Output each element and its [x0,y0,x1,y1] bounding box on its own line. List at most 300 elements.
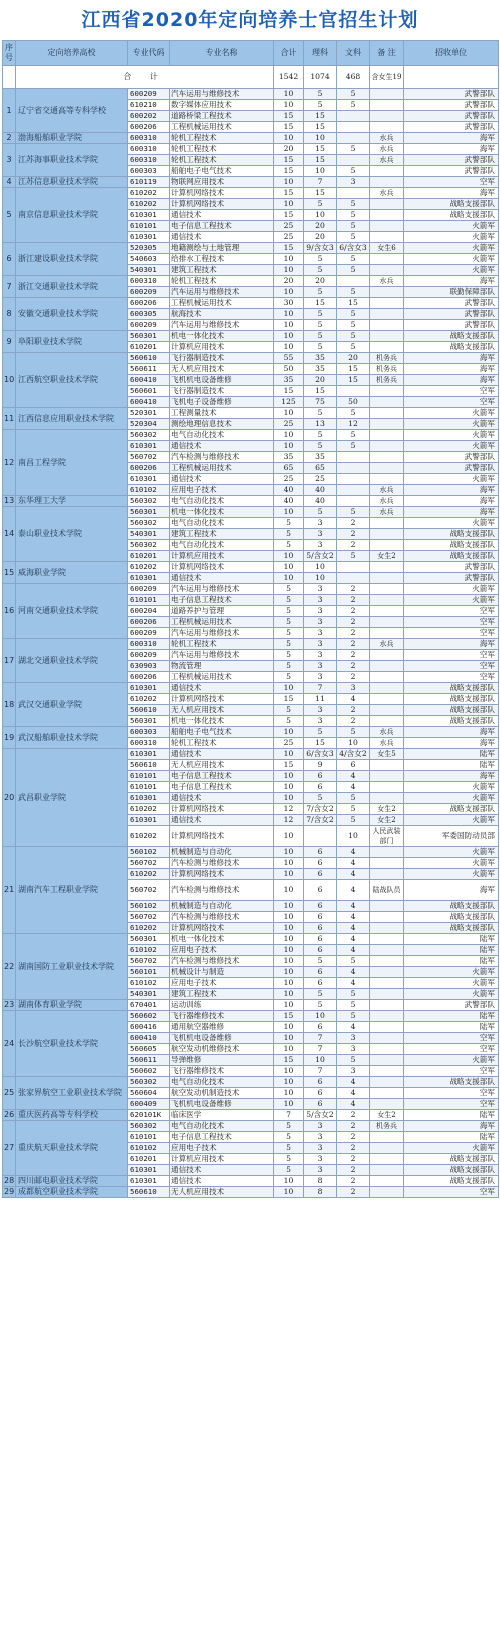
arts-count: 4 [337,923,370,934]
arts-count: 5 [337,956,370,967]
recruit-unit: 海军 [404,276,499,287]
note [370,199,404,210]
arts-count: 5 [337,199,370,210]
recruit-unit: 战略支援部队 [404,716,499,727]
major-code: 610102 [128,945,170,956]
major-code: 600310 [128,738,170,749]
major-name: 电气自动化技术 [170,1121,274,1132]
plan-total: 10 [274,749,304,760]
school-index: 25 [3,1077,16,1110]
recruit-unit: 武警部队 [404,452,499,463]
science-count: 3 [304,617,337,628]
note [370,408,404,419]
major-name: 汽车运用与维修技术 [170,628,274,639]
major-code: 560605 [128,1044,170,1055]
note [370,452,404,463]
school-name: 阜阳职业技术学院 [16,331,128,353]
recruit-unit: 空军 [404,397,499,408]
arts-count: 15 [337,364,370,375]
note [370,1132,404,1143]
plan-total: 15 [274,386,304,397]
major-name: 建筑工程技术 [170,265,274,276]
plan-total: 10 [274,1176,304,1187]
plan-total: 5 [274,639,304,650]
science-count: 75 [304,397,337,408]
major-name: 机电一体化技术 [170,934,274,945]
recruit-unit: 海军 [404,771,499,782]
major-code: 560301 [128,507,170,518]
major-code: 560302 [128,496,170,507]
arts-count [337,386,370,397]
science-count: 10 [304,166,337,177]
table-row [3,639,499,650]
major-code: 600206 [128,672,170,683]
plan-total: 10 [274,1099,304,1110]
arts-count [337,474,370,485]
arts-count: 5 [337,221,370,232]
recruit-unit: 火箭军 [404,967,499,978]
major-code: 560602 [128,1066,170,1077]
major-name: 飞机机电设备维修 [170,375,274,386]
major-name: 无人机应用技术 [170,1187,274,1198]
arts-count [337,573,370,584]
major-name: 道路桥梁工程技术 [170,111,274,122]
arts-count: 4 [337,1077,370,1088]
recruit-unit: 武警部队 [404,89,499,100]
arts-count: 4 [337,694,370,705]
major-name: 计算机应用技术 [170,1154,274,1165]
note [370,254,404,265]
table-row [3,584,499,595]
note [370,1088,404,1099]
major-name: 应用电子技术 [170,978,274,989]
table-row [3,133,499,144]
arts-count: 5 [337,551,370,562]
note: 女生6 [370,243,404,254]
note [370,694,404,705]
science-count: 9/含女3 [304,243,337,254]
recruit-unit: 空军 [404,606,499,617]
note [370,573,404,584]
school-index: 22 [3,934,16,1000]
col-header-arts: 文科 [337,41,370,66]
major-code: 610202 [128,694,170,705]
arts-count: 6 [337,760,370,771]
major-name: 机电一体化技术 [170,507,274,518]
recruit-unit: 战略支援部队 [404,210,499,221]
table-row [3,1077,499,1088]
major-name: 应用电子技术 [170,1143,274,1154]
recruit-unit: 武警部队 [404,298,499,309]
note [370,1077,404,1088]
major-code: 560702 [128,956,170,967]
note: 女生2 [370,815,404,826]
arts-count: 5 [337,254,370,265]
recruit-unit: 空军 [404,628,499,639]
note [370,782,404,793]
note [370,309,404,320]
arts-count: 4 [337,869,370,880]
science-count: 5/含女2 [304,1110,337,1121]
school-index: 3 [3,144,16,177]
note: 水兵 [370,276,404,287]
school-index: 12 [3,430,16,496]
note [370,1143,404,1154]
table-row [3,89,499,100]
school-index: 10 [3,353,16,408]
major-name: 飞行器制造技术 [170,386,274,397]
recruit-unit: 武警部队 [404,1000,499,1011]
major-name: 轮机工程技术 [170,738,274,749]
recruit-unit: 火箭军 [404,265,499,276]
arts-count: 5 [337,727,370,738]
recruit-unit: 火箭军 [404,815,499,826]
note [370,419,404,430]
major-code: 540301 [128,989,170,1000]
school-name: 辽宁省交通高等专科学校 [16,89,128,133]
major-name: 计算机网络技术 [170,869,274,880]
major-name: 通信技术 [170,749,274,760]
note [370,386,404,397]
major-name: 物流管理 [170,661,274,672]
arts-count: 3 [337,1066,370,1077]
note [370,1176,404,1187]
note [370,1022,404,1033]
arts-count: 2 [337,1165,370,1176]
plan-total: 10 [274,934,304,945]
plan-total: 10 [274,177,304,188]
science-count: 5 [304,287,337,298]
note: 机务兵 [370,364,404,375]
major-name: 计算机网络技术 [170,188,274,199]
major-code: 600310 [128,133,170,144]
major-name: 测绘地理信息技术 [170,419,274,430]
note: 机务兵 [370,1121,404,1132]
recruit-unit: 火箭军 [404,243,499,254]
recruit-unit: 武警部队 [404,320,499,331]
science-count [304,826,337,847]
major-code: 620101K [128,1110,170,1121]
plan-total: 10 [274,880,304,901]
school-name: 湖南体育职业学院 [16,1000,128,1011]
recruit-unit: 火箭军 [404,989,499,1000]
recruit-unit: 军委国防动员部 [404,826,499,847]
major-code: 560302 [128,518,170,529]
recruit-unit: 空军 [404,661,499,672]
recruit-unit: 海军 [404,375,499,386]
science-count: 6 [304,782,337,793]
major-code: 600310 [128,639,170,650]
school-index: 19 [3,727,16,749]
major-name: 汽车运用与维修技术 [170,287,274,298]
plan-total: 10 [274,342,304,353]
note: 水兵 [370,485,404,496]
science-count: 15 [304,386,337,397]
plan-total: 15 [274,243,304,254]
science-count: 5 [304,331,337,342]
science-count: 3 [304,529,337,540]
plan-total: 10 [274,793,304,804]
note [370,912,404,923]
note [370,584,404,595]
note [370,210,404,221]
table-row [3,934,499,945]
science-count: 10 [304,1011,337,1022]
major-name: 通信技术 [170,441,274,452]
school-name: 河南交通职业技术学院 [16,584,128,639]
major-code: 610201 [128,551,170,562]
table-row [3,1011,499,1022]
recruit-unit: 武警部队 [404,573,499,584]
arts-count: 2 [337,705,370,716]
plan-total: 10 [274,254,304,265]
science-count: 6 [304,1022,337,1033]
science-count: 6 [304,912,337,923]
arts-count: 5 [337,232,370,243]
major-code: 610201 [128,1154,170,1165]
recruit-unit: 战略支援部队 [404,683,499,694]
recruit-unit: 空军 [404,650,499,661]
school-name: 湖南汽车工程职业学院 [16,847,128,934]
science-count: 20 [304,221,337,232]
science-count: 7 [304,1066,337,1077]
major-name: 汽车检测与维修技术 [170,880,274,901]
plan-total: 5 [274,617,304,628]
major-name: 通信技术 [170,232,274,243]
plan-total: 35 [274,452,304,463]
plan-total: 5 [274,705,304,716]
plan-total: 125 [274,397,304,408]
plan-total: 40 [274,496,304,507]
major-name: 轮机工程技术 [170,276,274,287]
arts-count: 10 [337,738,370,749]
arts-count: 5 [337,793,370,804]
table-row [3,749,499,760]
major-name: 工程机械运用技术 [170,672,274,683]
note: 水兵 [370,496,404,507]
science-count: 6 [304,869,337,880]
major-name: 轮机工程技术 [170,144,274,155]
plan-total: 10 [274,430,304,441]
major-code: 600416 [128,1022,170,1033]
arts-count: 5 [337,1000,370,1011]
school-index: 17 [3,639,16,683]
major-name: 通信技术 [170,210,274,221]
major-code: 610202 [128,562,170,573]
school-index: 6 [3,243,16,276]
science-count: 6 [304,847,337,858]
school-name: 南昌工程学院 [16,430,128,496]
note [370,1055,404,1066]
recruit-unit: 海军 [404,496,499,507]
science-count: 25 [304,474,337,485]
table-row [3,1000,499,1011]
total-row [3,66,499,89]
plan-total: 10 [274,847,304,858]
major-name: 通信技术 [170,474,274,485]
recruit-unit: 战略支援部队 [404,1165,499,1176]
recruit-unit: 空军 [404,1033,499,1044]
plan-total: 10 [274,562,304,573]
arts-count: 5 [337,331,370,342]
major-name: 数字媒体应用技术 [170,100,274,111]
plan-total: 20 [274,144,304,155]
recruit-unit: 空军 [404,1099,499,1110]
major-name: 计算机网络技术 [170,694,274,705]
plan-total: 10 [274,265,304,276]
major-name: 地籍测绘与土地管理 [170,243,274,254]
plan-total: 10 [274,331,304,342]
arts-count: 4 [337,978,370,989]
major-code: 560302 [128,430,170,441]
arts-count [337,188,370,199]
plan-total: 25 [274,419,304,430]
major-code: 540301 [128,529,170,540]
science-count: 5 [304,507,337,518]
plan-total: 5 [274,540,304,551]
note [370,847,404,858]
plan-total: 15 [274,1011,304,1022]
major-code: 610101 [128,782,170,793]
arts-count: 2 [337,540,370,551]
science-count: 6 [304,967,337,978]
science-count: 40 [304,496,337,507]
plan-total: 15 [274,166,304,177]
table-row [3,1121,499,1132]
arts-count [337,111,370,122]
school-index: 15 [3,562,16,584]
plan-total: 7 [274,1110,304,1121]
major-code: 610301 [128,1165,170,1176]
school-index: 23 [4,1000,15,1009]
plan-total: 5 [274,650,304,661]
recruit-unit: 战略支援部队 [404,342,499,353]
science-count: 7 [304,177,337,188]
plan-total: 5 [274,628,304,639]
plan-total: 10 [274,771,304,782]
school-name: 江西航空职业技术学院 [16,353,128,408]
major-code: 600209 [128,320,170,331]
plan-total: 20 [274,276,304,287]
col-header-unit: 招收单位 [404,41,499,66]
plan-total: 25 [274,232,304,243]
arts-count: 2 [337,1154,370,1165]
recruit-unit: 海军 [404,485,499,496]
plan-total: 5 [274,606,304,617]
major-code: 600209 [128,287,170,298]
arts-count [337,496,370,507]
science-count: 9 [304,760,337,771]
major-code: 560102 [128,901,170,912]
science-count: 15 [304,144,337,155]
plan-total: 10 [274,912,304,923]
science-count: 6 [304,978,337,989]
science-count: 5 [304,89,337,100]
arts-count: 3 [337,177,370,188]
arts-count: 2 [337,584,370,595]
arts-count: 5 [337,309,370,320]
arts-count [337,122,370,133]
table-row [3,1187,499,1198]
plan-total: 10 [274,683,304,694]
science-count: 13 [304,419,337,430]
major-name: 船舶电子电气技术 [170,166,274,177]
major-code: 610301 [128,1176,170,1187]
science-count: 5 [304,342,337,353]
plan-total: 10 [274,507,304,518]
major-code: 560302 [128,540,170,551]
school-index: 21 [3,847,16,934]
school-index: 5 [3,188,16,243]
note [370,672,404,683]
table-row [3,1176,499,1187]
recruit-unit: 战略支援部队 [404,923,499,934]
table-row [3,144,499,155]
major-name: 汽车运用与维修技术 [170,650,274,661]
recruit-unit: 空军 [404,1066,499,1077]
plan-total: 10 [274,408,304,419]
page-title: 江西省2020年定向培养士官招生计划 [81,9,419,31]
plan-total: 10 [274,901,304,912]
note: 女生5 [370,749,404,760]
science-count: 6 [304,858,337,869]
major-name: 汽车检测与维修技术 [170,912,274,923]
arts-count: 4 [337,1088,370,1099]
note [370,1187,404,1198]
major-code: 560702 [128,912,170,923]
arts-count: 2 [337,672,370,683]
recruit-unit: 陆军 [404,934,499,945]
arts-count: 2 [337,518,370,529]
plan-total: 15 [274,111,304,122]
recruit-unit: 战略支援部队 [404,804,499,815]
science-count: 10 [304,210,337,221]
major-code: 610301 [128,210,170,221]
plan-total: 35 [274,375,304,386]
school-name: 泰山职业技术学院 [16,507,128,562]
plan-total: 10 [274,133,304,144]
recruit-unit: 海军 [404,353,499,364]
major-code: 560102 [128,847,170,858]
note [370,1000,404,1011]
science-count: 3 [304,716,337,727]
science-count: 11 [304,694,337,705]
total-arts: 468 [337,66,370,89]
recruit-unit: 海军 [404,880,499,901]
note [370,901,404,912]
major-name: 机电一体化技术 [170,331,274,342]
major-code: 600310 [128,276,170,287]
recruit-unit: 火箭军 [404,474,499,485]
science-count: 35 [304,353,337,364]
note [370,934,404,945]
note [370,474,404,485]
recruit-unit: 空军 [404,1044,499,1055]
note [370,683,404,694]
table-row [3,298,499,309]
major-name: 汽车运用与维修技术 [170,584,274,595]
major-name: 飞机电子设备维修 [170,397,274,408]
major-code: 610301 [128,815,170,826]
science-count: 5 [304,956,337,967]
science-count: 7 [304,1044,337,1055]
arts-count: 5 [337,1055,370,1066]
major-code: 610202 [128,869,170,880]
plan-total: 10 [274,309,304,320]
science-count: 5 [304,320,337,331]
major-code: 610101 [128,221,170,232]
major-code: 610101 [128,1132,170,1143]
